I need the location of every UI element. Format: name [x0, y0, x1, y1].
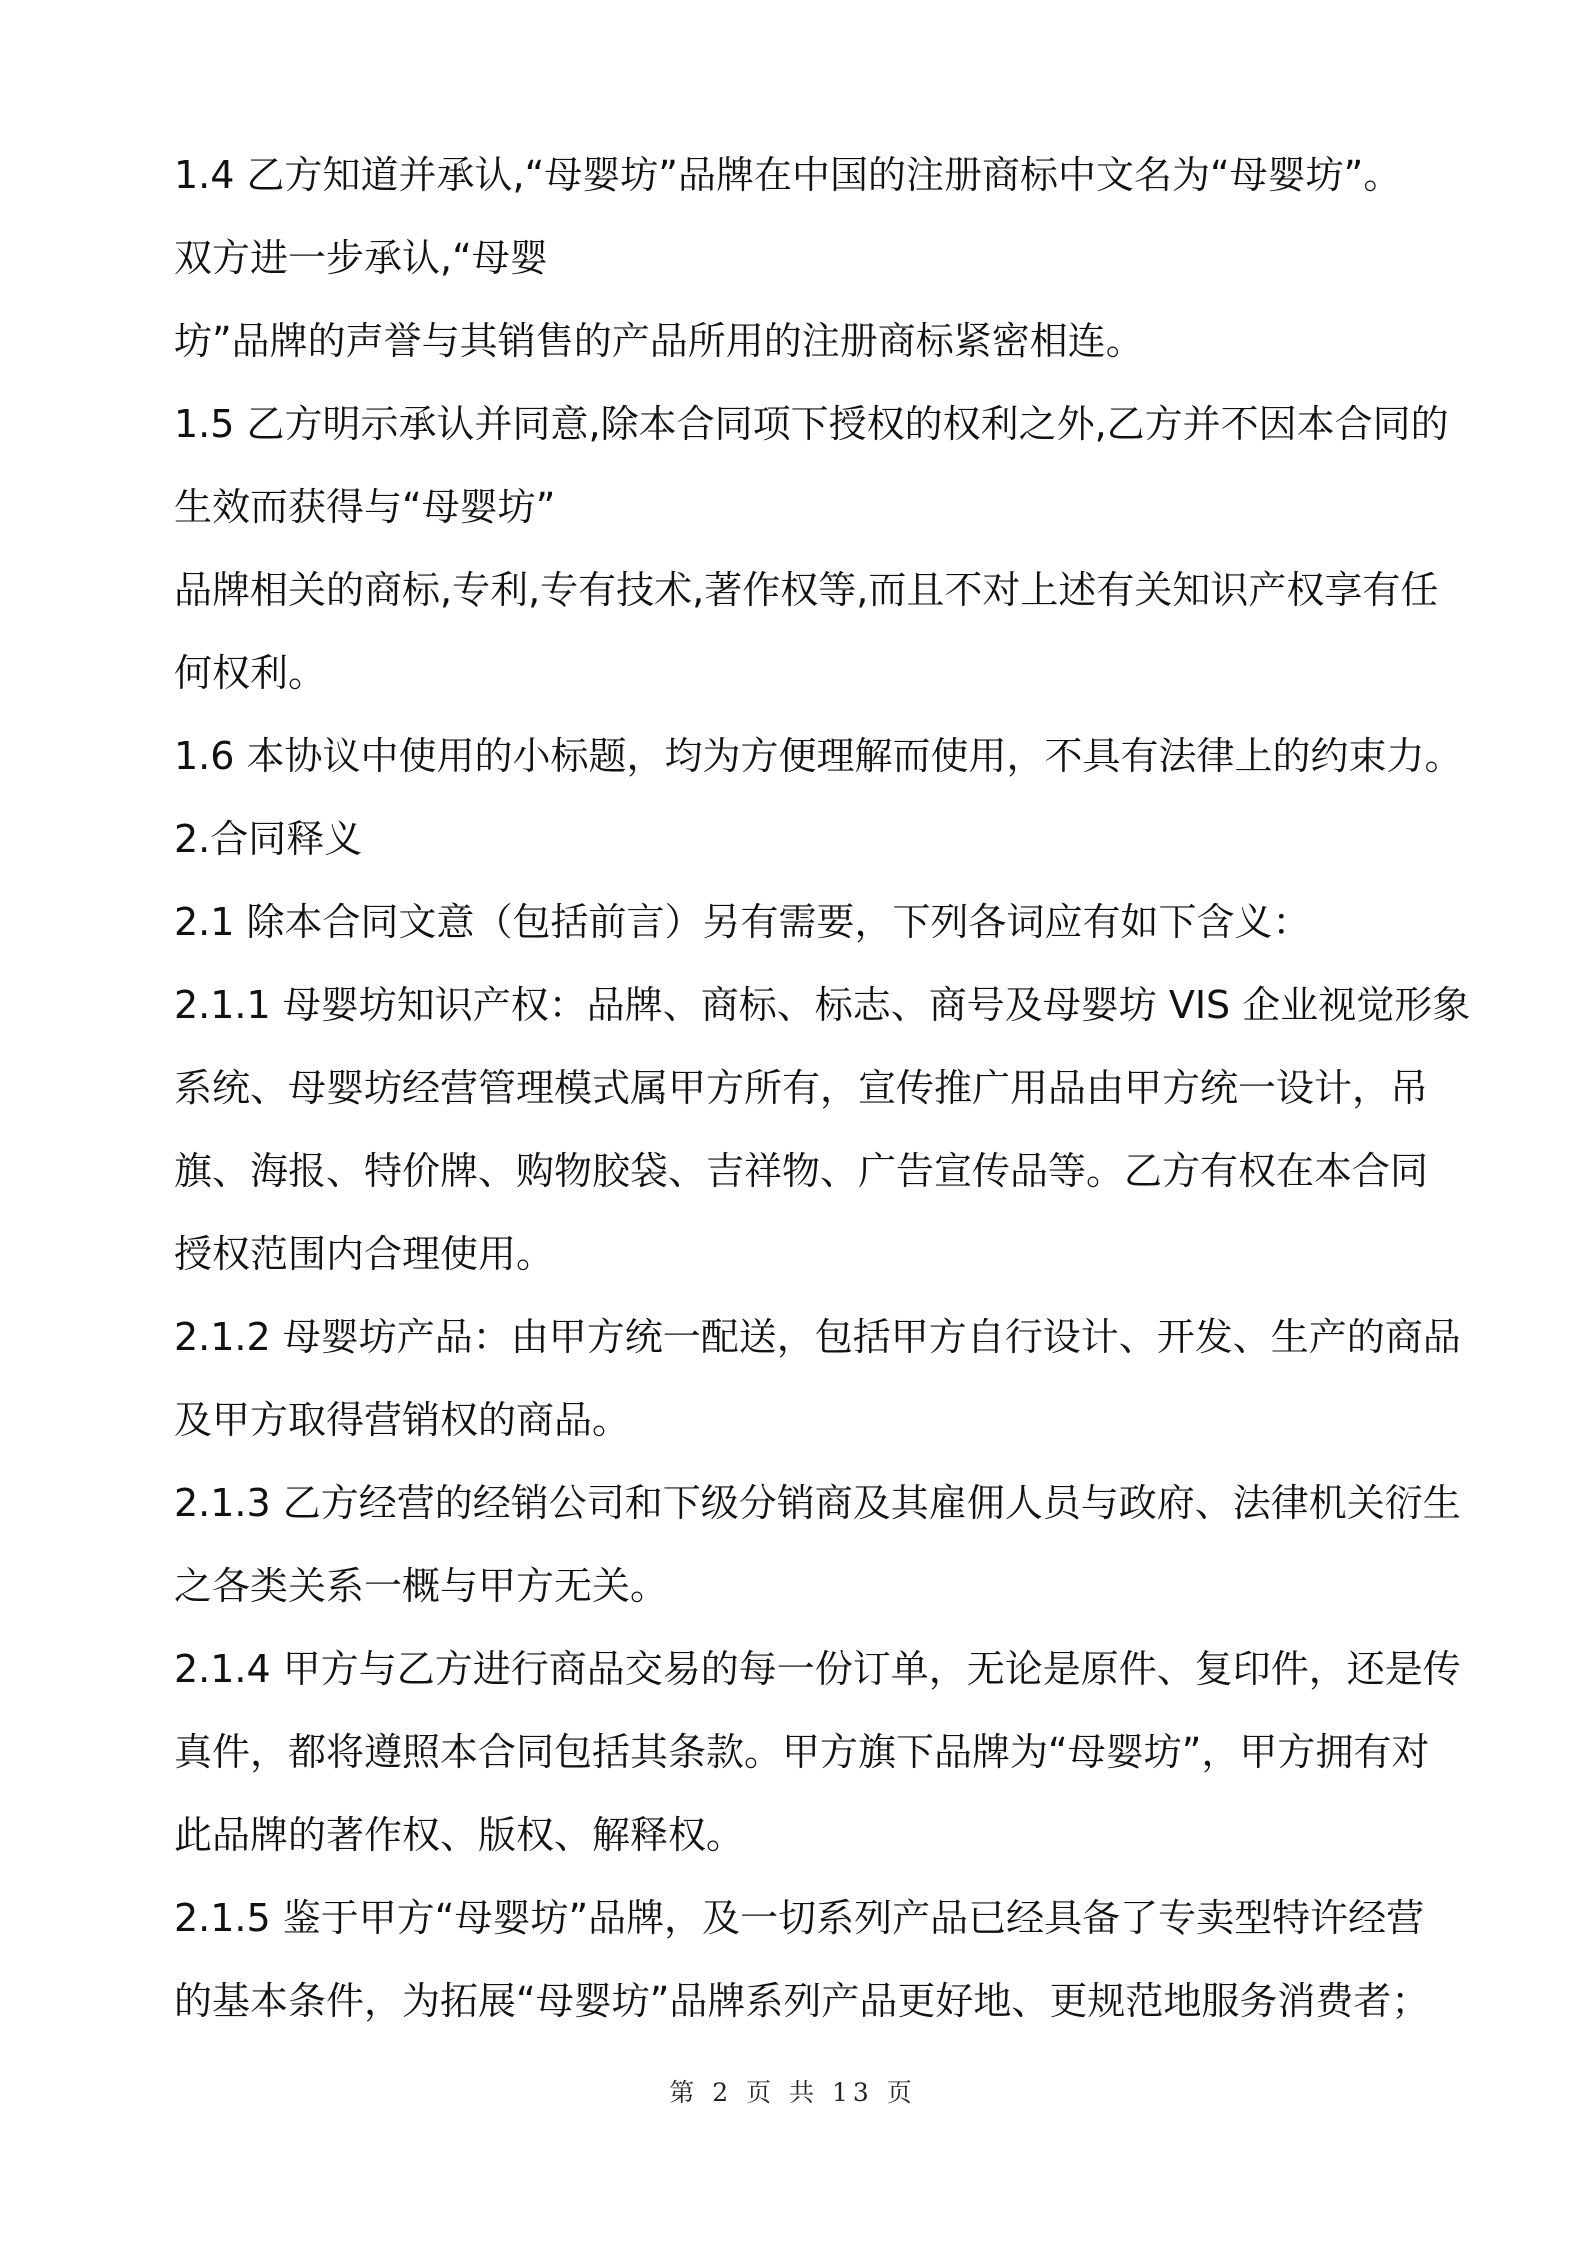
- text-line: 系统、母婴坊经营管理模式属甲方所有，宣传推广用品由甲方统一设计，吊: [174, 1066, 1429, 1110]
- text-line: 品牌相关的商标,专利,专有技术,著作权等,而且不对上述有关知识产权享有任: [174, 568, 1439, 612]
- text-line: 双方进一步承认,“母婴: [174, 236, 548, 280]
- text-line: 1.4 乙方知道并承认,“母婴坊”品牌在中国的注册商标中文名为“母婴坊”。: [174, 153, 1402, 197]
- text-line: 2.1.1 母婴坊知识产权：品牌、商标、标志、商号及母婴坊 VIS 企业视觉形象: [174, 983, 1471, 1027]
- text-line: 之各类关系一概与甲方无关。: [174, 1564, 669, 1608]
- text-line: 2.1.4 甲方与乙方进行商品交易的每一份订单，无论是原件、复印件，还是传: [174, 1647, 1461, 1691]
- page-number-footer: 第 2 页 共 13 页: [669, 2078, 917, 2107]
- text-line: 1.5 乙方明示承认并同意,除本合同项下授权的权利之外,乙方并不因本合同的: [174, 402, 1449, 446]
- text-line: 坊”品牌的声誉与其销售的产品所用的注册商标紧密相连。: [174, 319, 1144, 363]
- text-line: 授权范围内合理使用。: [174, 1232, 555, 1276]
- text-line: 2.1 除本合同文意（包括前言）另有需要，下列各词应有如下含义：: [174, 900, 1311, 944]
- text-line: 真件，都将遵照本合同包括其条款。甲方旗下品牌为“母婴坊”，甲方拥有对: [174, 1730, 1430, 1774]
- text-line: 1.6 本协议中使用的小标题，均为方便理解而使用，不具有法律上的约束力。: [174, 734, 1463, 778]
- text-line: 2.1.3 乙方经营的经销公司和下级分销商及其雇佣人员与政府、法律机关衍生: [174, 1481, 1461, 1525]
- text-line: 何权利。: [174, 651, 327, 695]
- text-line: 2.1.2 母婴坊产品：由甲方统一配送，包括甲方自行设计、开发、生产的商品: [174, 1315, 1461, 1359]
- text-line: 旗、海报、特价牌、购物胶袋、吉祥物、广告宣传品等。乙方有权在本合同: [174, 1149, 1429, 1193]
- text-line: 生效而获得与“母婴坊”: [174, 485, 556, 529]
- text-line: 此品牌的著作权、版权、解释权。: [174, 1813, 745, 1857]
- text-line: 及甲方取得营销权的商品。: [174, 1398, 631, 1442]
- section-heading: 2.合同释义: [174, 817, 363, 861]
- text-line: 的基本条件，为拓展“母婴坊”品牌系列产品更好地、更规范地服务消费者；: [174, 1979, 1430, 2023]
- text-line: 2.1.5 鉴于甲方“母婴坊”品牌，及一切系列产品已经具备了专卖型特许经营: [174, 1896, 1425, 1940]
